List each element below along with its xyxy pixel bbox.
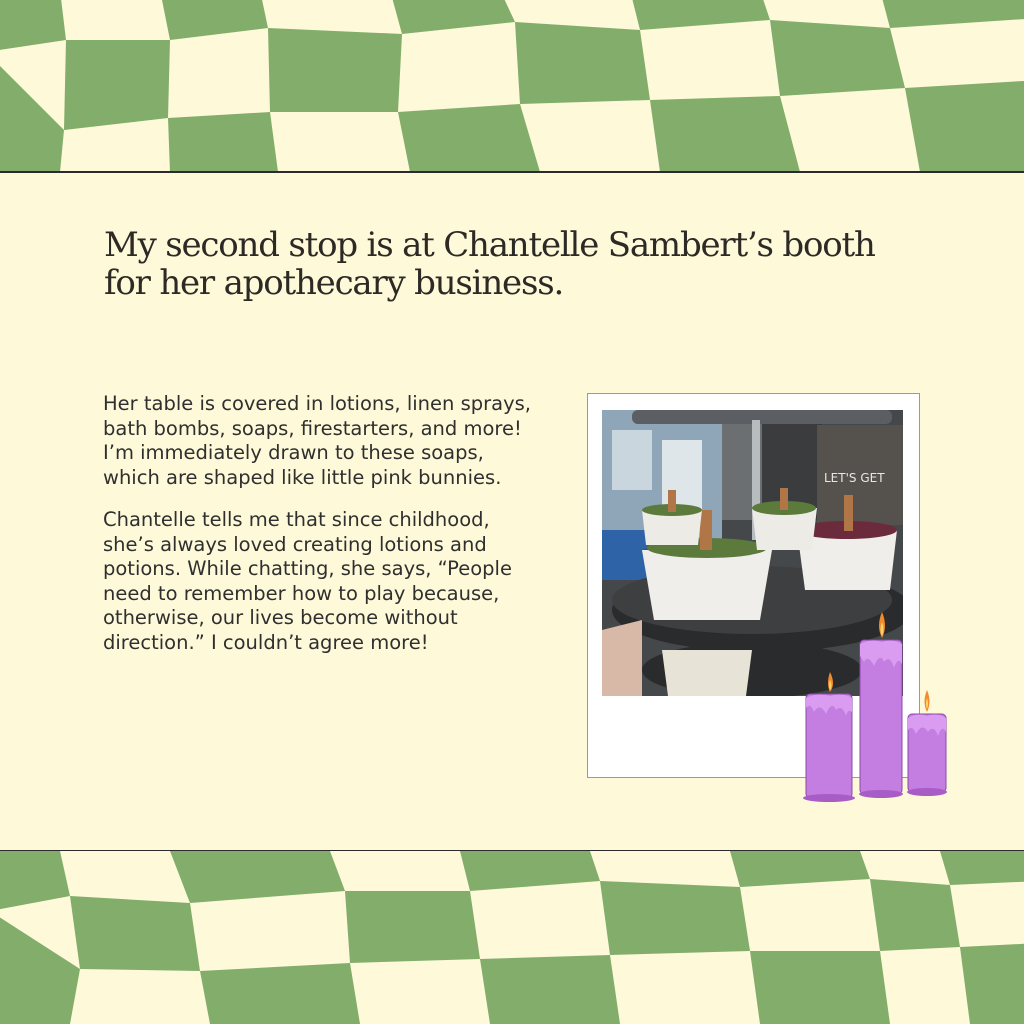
paragraph-2: Chantelle tells me that since childhood, she’s always loved creating lotions and potions. While chatting, she says, “People need to remember how to play because, otherwise, our lives become without direction.” I couldn’t agree more! [103,508,512,654]
checker-pattern-top [0,0,1024,172]
article-body [103,392,543,673]
divider-top [0,171,1024,173]
photo-sign-text: LET'S GET [824,471,885,485]
candles-icon [796,604,956,804]
checker-pattern-bottom [0,851,1024,1024]
checkered-band-top [0,0,1024,172]
page-title: My second stop is at Chantelle Sambert’s booth for her apothecary business. [104,225,875,303]
checkered-band-bottom [0,851,1024,1024]
paragraph-1: Her table is covered in lotions, linen sprays, bath bombs, soaps, firestarters, and more! I’m immediately drawn to these soaps, which are shaped like little pink bunnies. [103,392,531,489]
